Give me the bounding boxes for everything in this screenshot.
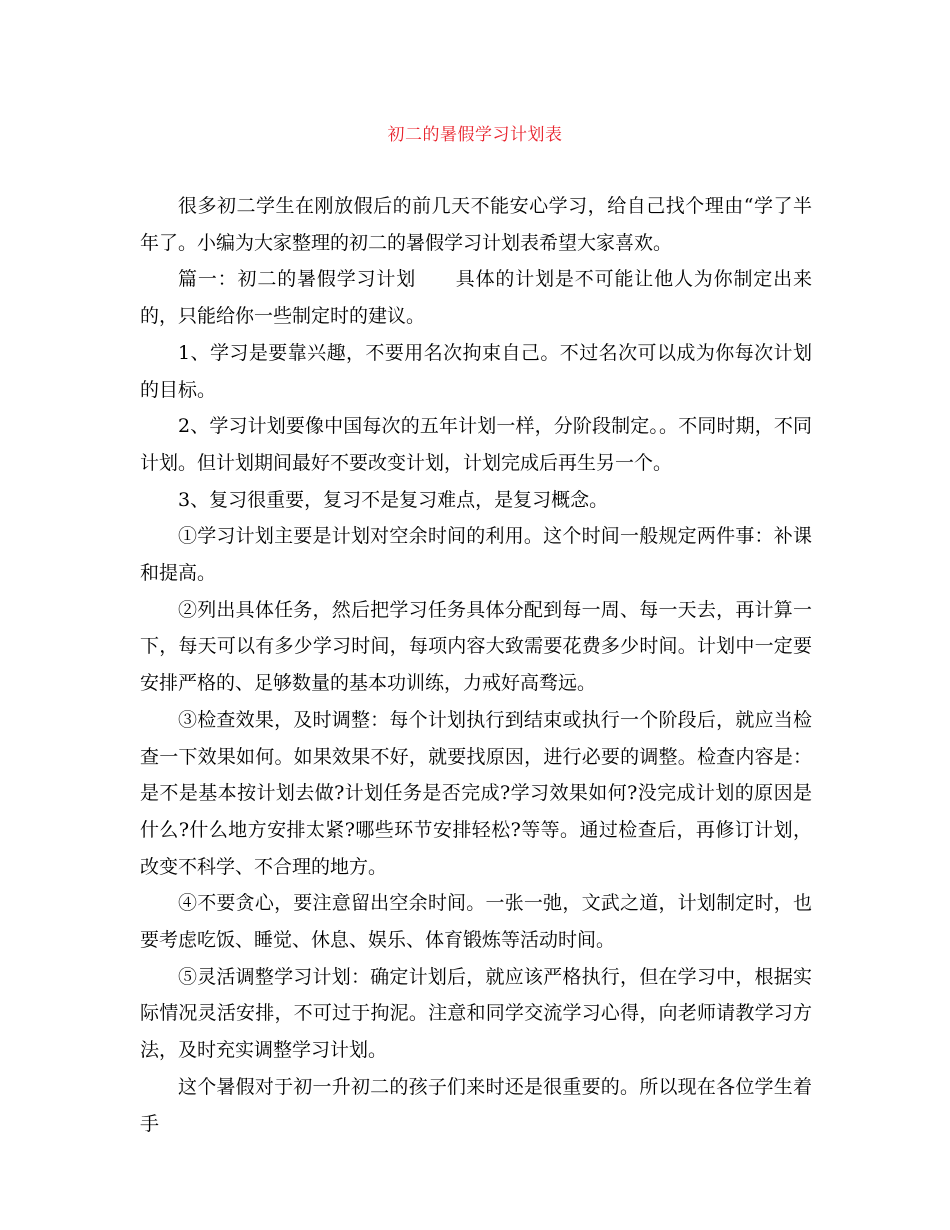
paragraph-circled-3: ③检查效果，及时调整：每个计划执行到结束或执行一个阶段后，就应当检查一下效果如何。如果效果不好，就要找原因，进行必要的调整。检查内容是：是不是基本按计划去做?计划任务是否完成?学习效果如何?没完成计划的原因是什么?什么地方安排太紧?哪些环节安排轻松?等等。通过检查后，再修订计划，改变不科学、不合理的地方。 [140,708,812,878]
paragraph-item-2: 2、学习计划要像中国每次的五年计划一样，分阶段制定。。不同时期，不同计划。但计划期间最好不要改变计划，计划完成后再生另一个。 [140,415,812,474]
paragraph-item-3: 3、复习很重要，复习不是复习难点，是复习概念。 [178,488,609,511]
paragraph-item-1: 1、学习是要靠兴趣，不要用名次拘束自己。不过名次可以成为你每次计划的目标。 [140,341,812,401]
paragraph-circled-1: ①学习计划主要是计划对空余时间的利用。这个时间一般规定两件事：补课和提高。 [140,525,812,585]
paragraph-circled-5: ⑤灵活调整学习计划：确定计划后，就应该严格执行，但在学习中，根据实际情况灵活安排，不可过于拘泥。注意和同学交流学习心得，向老师请教学习方法，及时充实调整学习计划。 [140,965,812,1062]
paragraph-closing: 这个暑假对于初一升初二的孩子们来时还是很重要的。所以现在各位学生着手 [140,1075,812,1135]
document-body [140,188,812,1142]
paragraph-circled-2: ②列出具体任务，然后把学习任务具体分配到每一周、每一天去，再计算一下，每天可以有多少学习时间，每项内容大致需要花费多少时间。计划中一定要安排严格的、足够数量的基本功训练，力戒好高骛远。 [140,598,812,695]
document-title: 初二的暑假学习计划表 [387,125,563,145]
paragraph-intro: 很多初二学生在刚放假后的前几天不能安心学习，给自己找个理由“学了半年了。小编为大家整理的初二的暑假学习计划表希望大家喜欢。 [140,195,812,254]
paragraph-part-one: 篇一：初二的暑假学习计划 具体的计划是不可能让他人为你制定出来的，只能给你一些制定时的建议。 [140,268,812,328]
paragraph-circled-4: ④不要贪心，要注意留出空余时间。一张一弛，文武之道，计划制定时，也要考虑吃饭、睡觉、休息、娱乐、体育锻炼等活动时间。 [140,892,812,952]
